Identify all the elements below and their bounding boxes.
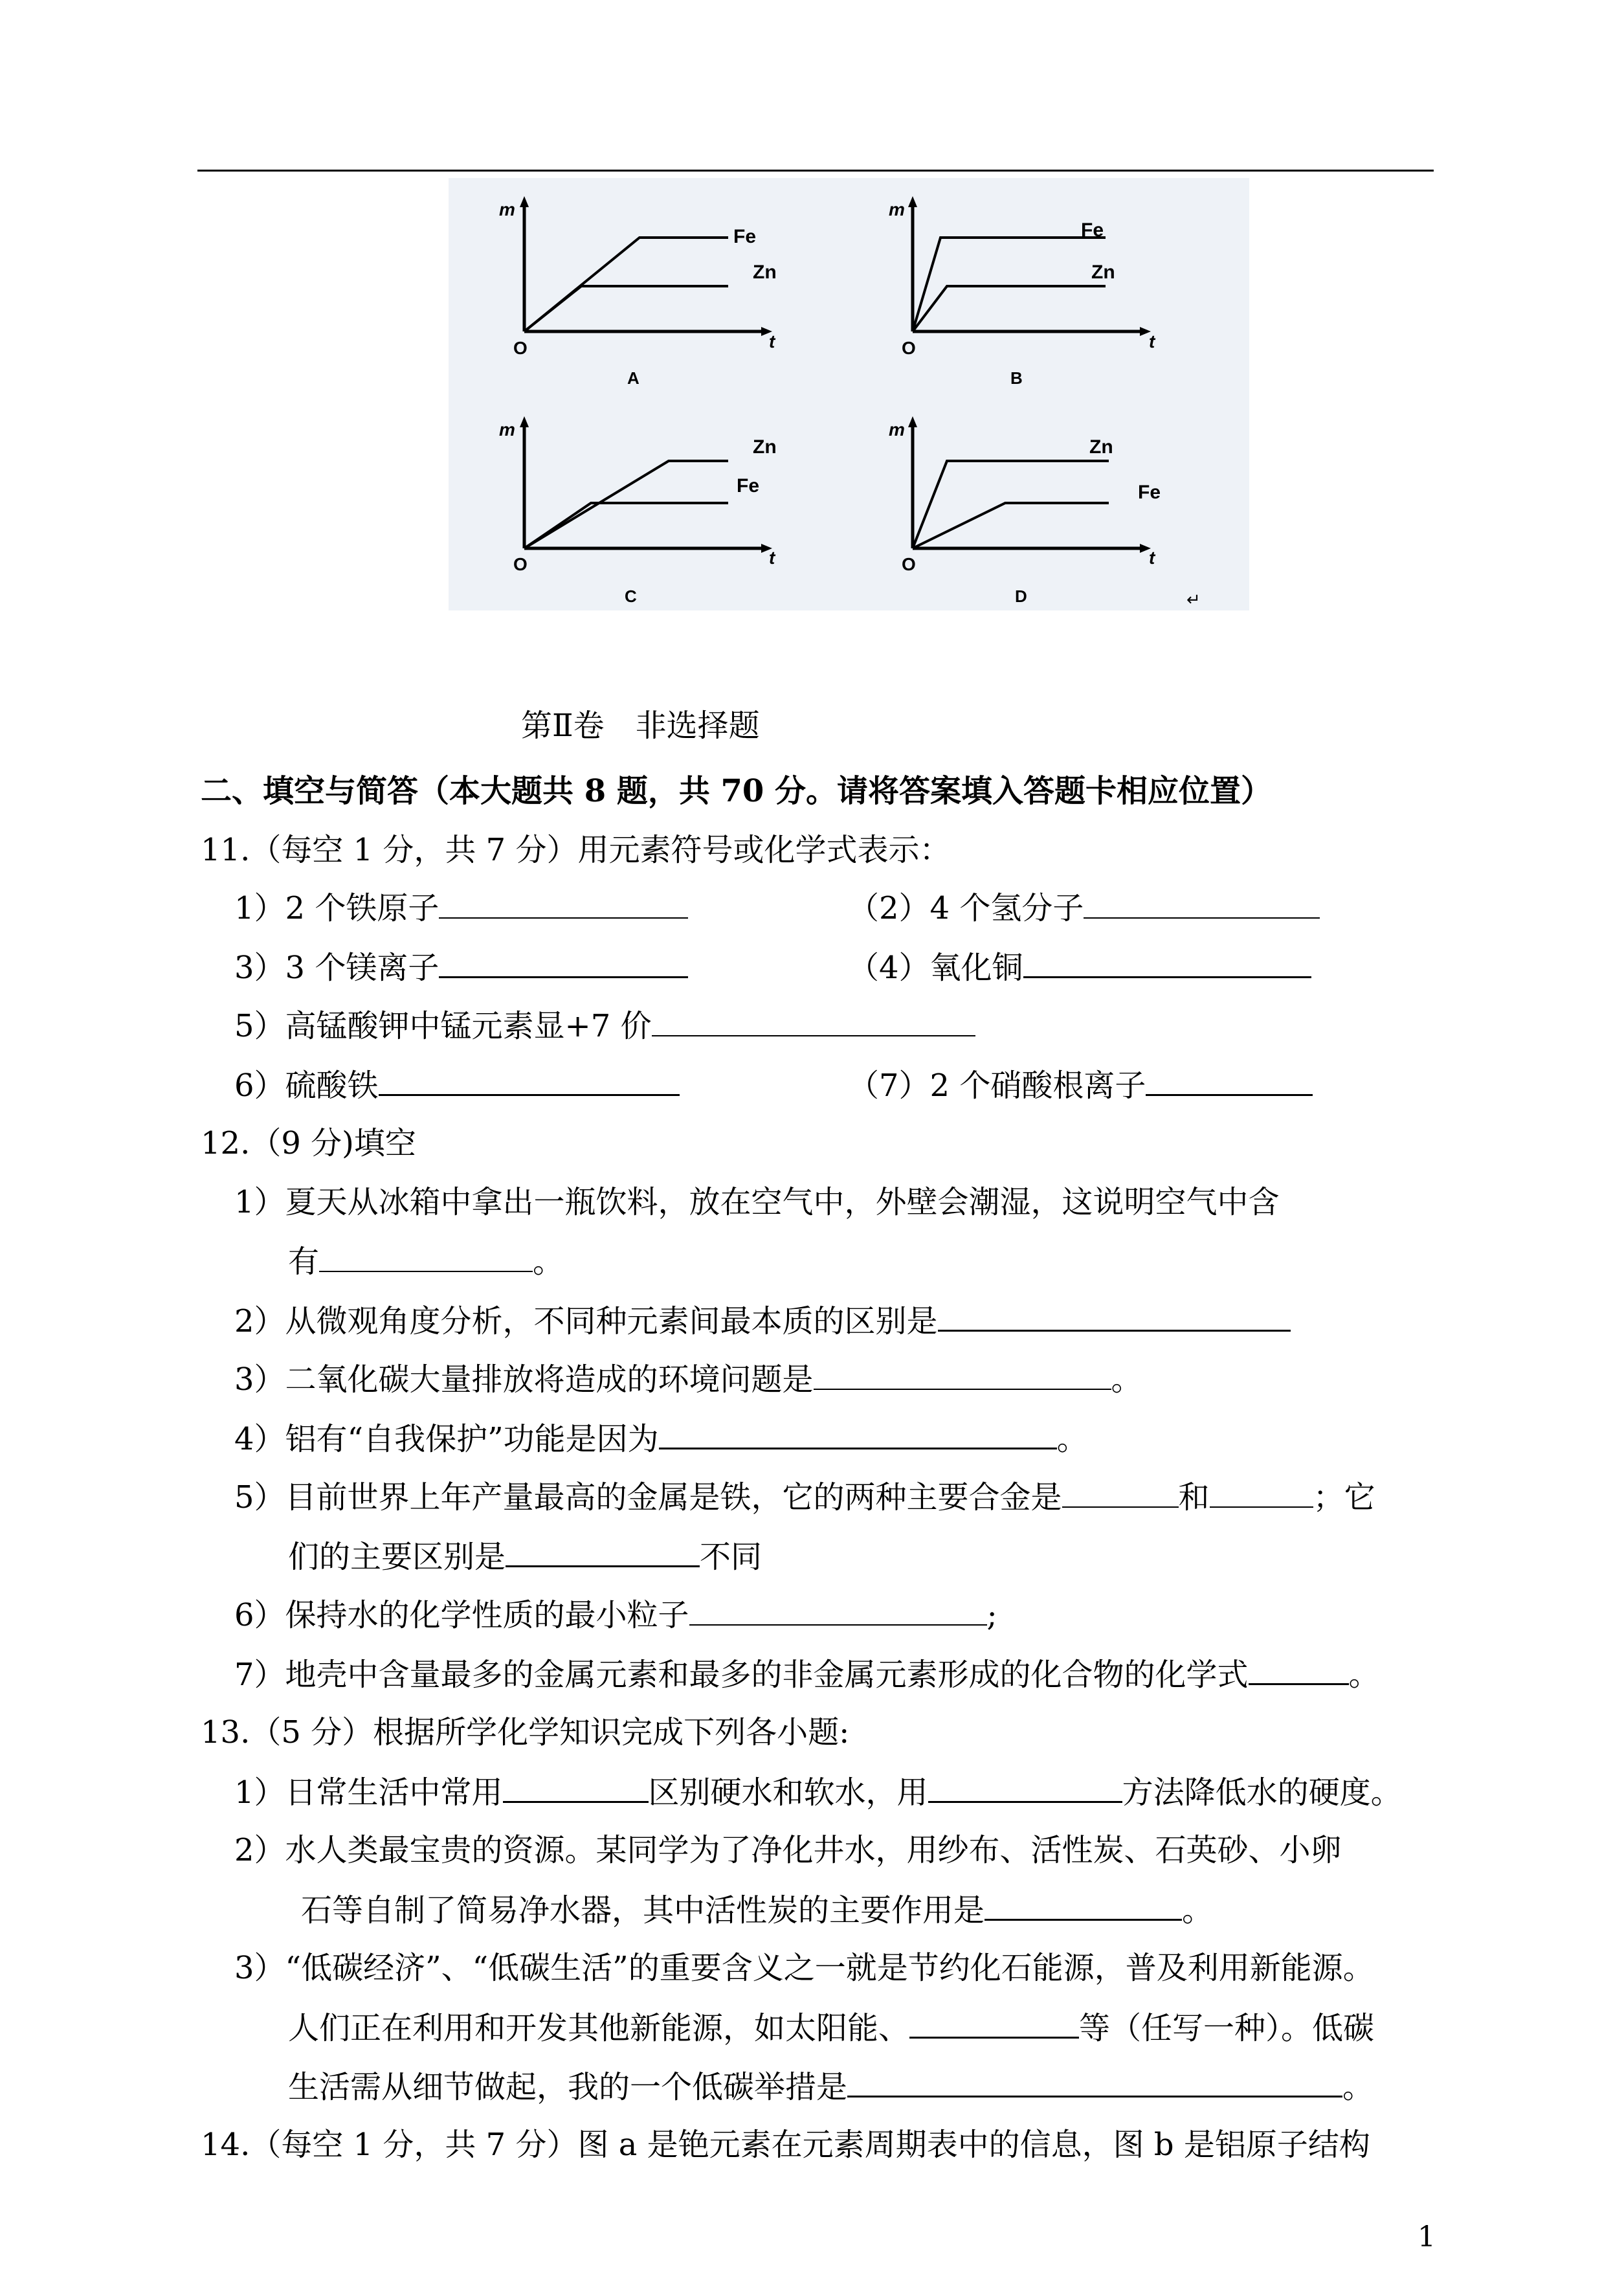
q12-item-1-line-1: 1）夏天从冰箱中拿出一瓶饮料，放在空气中，外壁会潮湿，这说明空气中含 [234, 1184, 1280, 1220]
graphs-svg [449, 178, 1249, 610]
curve-label-d-top: Zn [1089, 436, 1113, 458]
origin-label-d: O [902, 554, 916, 574]
q13-item-1-text-c: 方法降低水的硬度。 [1122, 1774, 1402, 1811]
q11-item-7-text: （7）2 个硝酸根离子 [848, 1068, 1146, 1104]
curve-label-c-top: Zn [753, 436, 777, 458]
graph-panel-d [889, 416, 1201, 609]
answer-blank[interactable] [938, 1301, 1291, 1332]
q12-stem: 12.（9 分)填空 [201, 1125, 416, 1161]
q12-item-5-line-1 [234, 1478, 1375, 1516]
answer-blank[interactable] [1084, 889, 1320, 919]
q12-item-5-end: 不同 [700, 1539, 762, 1575]
origin-label-a: O [513, 338, 528, 358]
q13-item-1-text-b: 区别硬水和软水，用 [648, 1774, 928, 1811]
answer-blank[interactable] [1146, 1066, 1313, 1096]
q11-item-2-text: （2）4 个氢分子 [848, 890, 1084, 926]
answer-blank[interactable] [379, 1066, 680, 1096]
header-rule [197, 170, 1434, 172]
q12-item-5-and: 和 [1178, 1479, 1210, 1516]
answer-blank[interactable] [503, 1773, 649, 1803]
answer-blank[interactable] [909, 2008, 1079, 2039]
q12-item-5-line-2 [288, 1537, 762, 1576]
graph-panel-c [499, 416, 777, 606]
axis-m-label-b: m [889, 199, 905, 219]
q14-stem: 14.（每空 1 分，共 7 分）图 a 是铯元素在元素周期表中的信息，图 b 是铝原子结构 [201, 2127, 1370, 2163]
answer-blank[interactable] [928, 1773, 1122, 1803]
q13-item-3-line-1: 3）“低碳经济”、“低碳生活”的重要含义之一就是节约化石能源，普及利用新能源。 [234, 1950, 1374, 1986]
q11-item-4-text: （4）氧化铜 [848, 950, 1023, 986]
answer-blank[interactable] [319, 1242, 533, 1272]
punct: 。 [1348, 1657, 1380, 1693]
curve-label-a-top: Fe [733, 226, 757, 247]
answer-blank[interactable] [847, 2067, 1342, 2097]
q12-item-3 [234, 1360, 1142, 1398]
curve-label-c-bottom: Fe [737, 475, 760, 497]
q12-item-1-text: 有 [288, 1244, 320, 1280]
q12-item-5-text-2: 们的主要区别是 [288, 1539, 506, 1575]
q13-item-3-line-3 [288, 2067, 1374, 2106]
punct: ; [986, 1597, 997, 1633]
section-title: 第Ⅱ卷 非选择题 [521, 708, 760, 744]
answer-blank[interactable] [659, 1419, 1057, 1449]
answer-blank[interactable] [814, 1360, 1111, 1390]
q12-item-5-text: 5）目前世界上年产量最高的金属是铁，它的两种主要合金是 [234, 1479, 1062, 1516]
q11-item-3 [234, 948, 688, 987]
axis-t-label-d: t [1149, 548, 1155, 568]
q11-item-1 [234, 889, 688, 927]
answer-blank[interactable] [1210, 1478, 1313, 1508]
metal-reaction-graphs-figure [449, 178, 1249, 610]
punct: 。 [1182, 1892, 1214, 1929]
answer-blank[interactable] [506, 1537, 700, 1567]
q11-item-4 [848, 948, 1311, 987]
q11-item-3-text: 3）3 个镁离子 [234, 950, 439, 986]
curve-label-b-top: Fe [1081, 219, 1104, 241]
answer-blank[interactable] [1023, 948, 1311, 978]
q12-item-2 [234, 1301, 1291, 1340]
q13-item-3-text: 人们正在利用和开发其他新能源，如太阳能、 [288, 2010, 910, 2046]
answer-blank[interactable] [439, 948, 688, 978]
curve-label-b-bottom: Zn [1091, 262, 1115, 283]
answer-blank[interactable] [439, 889, 688, 919]
q13-item-1 [234, 1773, 1402, 1811]
answer-blank[interactable] [652, 1007, 975, 1036]
q13-item-2-text: 石等自制了简易净水器，其中活性炭的主要作用是 [301, 1892, 985, 1929]
q12-item-3-text: 3）二氧化碳大量排放将造成的环境问题是 [234, 1361, 814, 1398]
panel-label-c: C [625, 587, 637, 606]
q13-item-3-line-2 [288, 2008, 1374, 2047]
curve-label-a-bottom: Zn [753, 262, 777, 283]
origin-label-b: O [902, 338, 916, 358]
q11-item-6 [234, 1066, 680, 1104]
q13-stem: 13.（5 分）根据所学化学知识完成下列各小题: [201, 1714, 850, 1751]
answer-blank[interactable] [984, 1890, 1182, 1921]
graph-panel-b [889, 196, 1156, 388]
panel-label-b: B [1010, 368, 1023, 388]
q11-item-1-text: 1）2 个铁原子 [234, 890, 439, 926]
q12-item-6-text: 6）保持水的化学性质的最小粒子 [234, 1597, 689, 1633]
return-mark: ↵ [1186, 590, 1201, 609]
q11-item-5 [234, 1007, 975, 1045]
answer-blank[interactable] [1249, 1655, 1349, 1685]
punct: 。 [1056, 1421, 1088, 1457]
q12-item-1-line-2 [288, 1242, 564, 1281]
q12-item-4 [234, 1419, 1088, 1458]
q13-item-3-text-2: 生活需从细节做起，我的一个低碳举措是 [288, 2069, 848, 2105]
punct: 。 [1111, 1361, 1142, 1398]
section-heading: 二、填空与简答（本大题共 8 题，共 70 分。请将答案填入答题卡相应位置） [201, 773, 1273, 809]
axis-m-label-a: m [499, 199, 515, 219]
axis-t-label-b: t [1149, 331, 1155, 352]
q11-item-2 [848, 889, 1320, 927]
axis-m-label-c: m [499, 419, 515, 440]
q13-item-1-text-a: 1）日常生活中常用 [234, 1774, 503, 1811]
q12-item-4-text: 4）铝有“自我保护”功能是因为 [234, 1421, 659, 1457]
q12-item-2-text: 2）从微观角度分析，不同种元素间最本质的区别是 [234, 1303, 938, 1339]
answer-blank[interactable] [689, 1596, 987, 1626]
q11-stem: 11.（每空 1 分，共 7 分）用元素符号或化学式表示： [201, 832, 951, 868]
answer-blank[interactable] [1062, 1478, 1179, 1508]
axis-t-label-c: t [769, 548, 775, 568]
q11-item-7 [848, 1066, 1313, 1104]
axis-t-label-a: t [769, 331, 775, 352]
page-number: 1 [1418, 2220, 1436, 2254]
curve-label-d-bottom: Fe [1138, 482, 1161, 503]
punct: 。 [1342, 2069, 1374, 2105]
punct: 。 [533, 1244, 564, 1280]
origin-label-c: O [513, 554, 528, 574]
q13-item-2-line-2 [301, 1890, 1213, 1929]
panel-label-d: D [1015, 587, 1027, 606]
q12-item-7 [234, 1655, 1380, 1694]
q11-item-6-text: 6）硫酸铁 [234, 1068, 379, 1104]
q12-item-5-tail: ；它 [1313, 1479, 1375, 1516]
q12-item-6 [234, 1596, 997, 1634]
q11-item-5-text: 5）高锰酸钾中锰元素显+7 价 [234, 1008, 652, 1044]
graph-panel-a [499, 196, 777, 388]
axis-m-label-d: m [889, 419, 905, 440]
panel-label-a: A [627, 368, 640, 388]
q12-item-7-text: 7）地壳中含量最多的金属元素和最多的非金属元素形成的化合物的化学式 [234, 1657, 1249, 1693]
q13-item-3-tail: 等（任写一种）。低碳 [1079, 2010, 1375, 2046]
q13-item-2-line-1: 2）水人类最宝贵的资源。某同学为了净化井水，用纱布、活性炭、石英砂、小卵 [234, 1832, 1342, 1868]
